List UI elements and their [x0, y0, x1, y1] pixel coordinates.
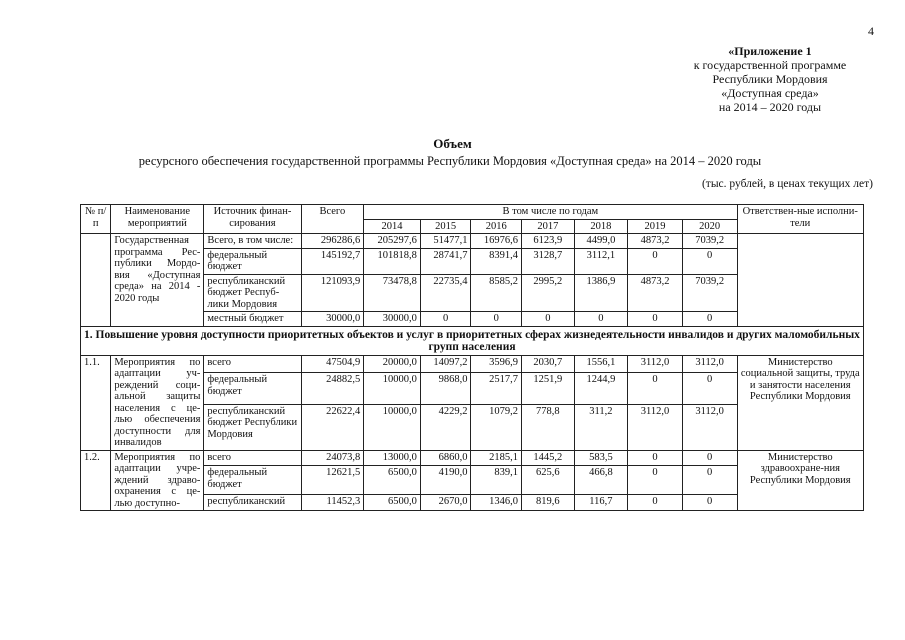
source-cell: республиканский бюджет Республики Мордовия: [204, 404, 301, 450]
value-cell: 0: [628, 450, 683, 466]
value-cell: 3112,0: [628, 355, 683, 373]
header-year: 2017: [522, 219, 575, 234]
header-year: 2020: [682, 219, 737, 234]
value-cell: 0: [682, 450, 737, 466]
item-name: Мероприятия по адаптации учре-ждений здраво-охранения с це-лью доступно-: [111, 450, 204, 511]
budget-table: [80, 204, 864, 511]
value-cell: 0: [628, 373, 683, 405]
value-cell: 1386,9: [574, 274, 628, 312]
value-cell: 205297,6: [364, 234, 421, 249]
table-row: [81, 450, 864, 466]
value-cell: 1556,1: [574, 355, 628, 373]
value-cell: 22735,4: [420, 274, 471, 312]
value-cell: 8585,2: [471, 274, 522, 312]
value-cell: 6500,0: [364, 495, 421, 511]
total-cell: 296286,6: [301, 234, 364, 249]
value-cell: 0: [628, 466, 683, 495]
program-num: [81, 234, 111, 327]
value-cell: 3112,0: [628, 404, 683, 450]
program-name: Государственная программа Рес-публики Мордо-вия «Доступная среда» на 2014 - 2020 годы: [111, 234, 204, 327]
table-row: [81, 355, 864, 373]
value-cell: 7039,2: [682, 274, 737, 312]
appendix-header: [640, 44, 900, 114]
value-cell: 4499,0: [574, 234, 628, 249]
value-cell: 7039,2: [682, 234, 737, 249]
total-cell: 12621,5: [301, 466, 364, 495]
value-cell: 1346,0: [471, 495, 522, 511]
value-cell: 1251,9: [522, 373, 575, 405]
section-row: [81, 326, 864, 355]
value-cell: 13000,0: [364, 450, 421, 466]
source-cell: федеральный бюджет: [204, 466, 301, 495]
units-note: (тыс. рублей, в ценах текущих лет): [701, 178, 873, 190]
value-cell: 311,2: [574, 404, 628, 450]
value-cell: 4873,2: [628, 274, 683, 312]
value-cell: 0: [628, 495, 683, 511]
source-cell: местный бюджет: [204, 312, 301, 327]
item-name: Мероприятия по адаптации уч-реждений соци-альной защиты населения с це-лью обеспечения доступности для инвалидов: [111, 355, 204, 450]
value-cell: 2670,0: [420, 495, 471, 511]
value-cell: 0: [522, 312, 575, 327]
document-title: Объем: [433, 136, 472, 151]
source-cell: федеральный бюджет: [204, 373, 301, 405]
value-cell: 1244,9: [574, 373, 628, 405]
item-responsible: Министерство социальной защиты, труда и занятости населения Республики Мордовия: [737, 355, 864, 450]
value-cell: 8391,4: [471, 248, 522, 274]
value-cell: 3112,1: [574, 248, 628, 274]
value-cell: 6860,0: [420, 450, 471, 466]
value-cell: 10000,0: [364, 373, 421, 405]
program-responsible: [737, 234, 864, 327]
header-responsible: Ответствен-ные исполни-тели: [737, 205, 864, 234]
value-cell: 0: [471, 312, 522, 327]
value-cell: 16976,6: [471, 234, 522, 249]
appendix-line: к государственной программе: [693, 58, 847, 72]
value-cell: 0: [682, 495, 737, 511]
page-number: 4: [868, 24, 874, 38]
value-cell: 20000,0: [364, 355, 421, 373]
source-cell: Всего, в том числе:: [204, 234, 301, 249]
value-cell: 0: [682, 312, 737, 327]
value-cell: 0: [574, 312, 628, 327]
header-num: № п/п: [81, 205, 111, 234]
value-cell: 1079,2: [471, 404, 522, 450]
total-cell: 11452,3: [301, 495, 364, 511]
value-cell: 625,6: [522, 466, 575, 495]
value-cell: 4190,0: [420, 466, 471, 495]
value-cell: 3128,7: [522, 248, 575, 274]
value-cell: 116,7: [574, 495, 628, 511]
value-cell: 9868,0: [420, 373, 471, 405]
value-cell: 0: [682, 248, 737, 274]
appendix-line: «Доступная среда»: [721, 86, 819, 100]
value-cell: 3112,0: [682, 355, 737, 373]
value-cell: 73478,8: [364, 274, 421, 312]
value-cell: 2995,2: [522, 274, 575, 312]
header-year: 2016: [471, 219, 522, 234]
header-year: 2015: [420, 219, 471, 234]
total-cell: 22622,4: [301, 404, 364, 450]
source-cell: всего: [204, 450, 301, 466]
appendix-line: на 2014 – 2020 годы: [718, 100, 822, 114]
source-cell: всего: [204, 355, 301, 373]
total-cell: 24882,5: [301, 373, 364, 405]
value-cell: 0: [628, 248, 683, 274]
value-cell: 583,5: [574, 450, 628, 466]
header-year: 2014: [364, 219, 421, 234]
value-cell: 839,1: [471, 466, 522, 495]
appendix-title: «Приложение 1: [728, 44, 812, 58]
header-row: [81, 205, 864, 220]
value-cell: 1445,2: [522, 450, 575, 466]
header-name: Наименование мероприятий: [111, 205, 204, 234]
section-heading: 1. Повышение уровня доступности приоритетных объектов и услуг в приоритетных сферах жизнедеятельности инвалидов и других маломобильных групп населения: [81, 326, 864, 355]
total-cell: 145192,7: [301, 248, 364, 274]
header-source: Источник финан-сирования: [204, 205, 301, 234]
appendix-line: Республики Мордовия: [712, 72, 828, 86]
value-cell: 3596,9: [471, 355, 522, 373]
value-cell: 101818,8: [364, 248, 421, 274]
value-cell: 6500,0: [364, 466, 421, 495]
value-cell: 51477,1: [420, 234, 471, 249]
value-cell: 28741,7: [420, 248, 471, 274]
value-cell: 2517,7: [471, 373, 522, 405]
value-cell: 0: [420, 312, 471, 327]
value-cell: 3112,0: [682, 404, 737, 450]
total-cell: 24073,8: [301, 450, 364, 466]
value-cell: 6123,9: [522, 234, 575, 249]
header-year: 2019: [628, 219, 683, 234]
value-cell: 4229,2: [420, 404, 471, 450]
document-subtitle: ресурсного обеспечения государственной программы Республики Мордовия «Доступная среда» на 2014 – 2020 годы: [138, 154, 762, 168]
header-total: Всего: [301, 205, 364, 234]
value-cell: 819,6: [522, 495, 575, 511]
value-cell: 0: [682, 373, 737, 405]
total-cell: 30000,0: [301, 312, 364, 327]
source-cell: республиканский: [204, 495, 301, 511]
source-cell: республиканский бюджет Респуб-лики Мордовия: [204, 274, 301, 312]
value-cell: 466,8: [574, 466, 628, 495]
value-cell: 2030,7: [522, 355, 575, 373]
value-cell: 2185,1: [471, 450, 522, 466]
total-cell: 47504,9: [301, 355, 364, 373]
item-responsible: Министерство здравоохране-ния Республики Мордовия: [737, 450, 864, 511]
value-cell: 778,8: [522, 404, 575, 450]
header-year: 2018: [574, 219, 628, 234]
item-num: 1.2.: [81, 450, 111, 511]
source-cell: федеральный бюджет: [204, 248, 301, 274]
total-cell: 121093,9: [301, 274, 364, 312]
value-cell: 14097,2: [420, 355, 471, 373]
value-cell: 10000,0: [364, 404, 421, 450]
item-num: 1.1.: [81, 355, 111, 450]
value-cell: 30000,0: [364, 312, 421, 327]
value-cell: 0: [628, 312, 683, 327]
value-cell: 0: [682, 466, 737, 495]
value-cell: 4873,2: [628, 234, 683, 249]
header-by-year: В том числе по годам: [364, 205, 737, 220]
table-row: [81, 234, 864, 249]
